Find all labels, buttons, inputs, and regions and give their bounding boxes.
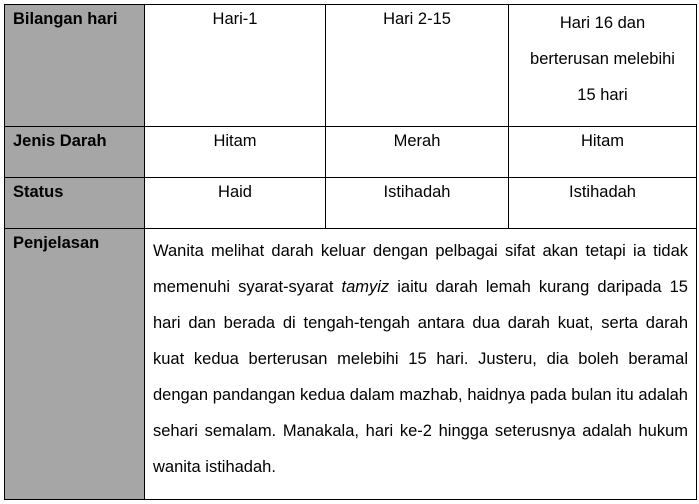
cell-blood-3: Hitam xyxy=(509,127,697,178)
cell-day-1: Hari-1 xyxy=(145,5,326,127)
explanation-text-before: Wanita melihat darah keluar dengan pelbagai sifat akan tetapi ia tidak memenuhi syarat-syarat xyxy=(153,242,688,296)
explanation-emphasis-term: tamyiz xyxy=(341,278,390,296)
cell-blood-2: Merah xyxy=(326,127,509,178)
row-label-days: Bilangan hari xyxy=(5,5,145,127)
table-row-status xyxy=(5,178,697,229)
cell-status-2: Istihadah xyxy=(326,178,509,229)
table-row-explanation xyxy=(5,229,697,500)
table-row-days xyxy=(5,5,697,127)
explanation-text xyxy=(145,229,697,500)
row-label-status: Status xyxy=(5,178,145,229)
cell-day-2-15: Hari 2-15 xyxy=(326,5,509,127)
cell-status-1: Haid xyxy=(145,178,326,229)
row-label-blood-type: Jenis Darah xyxy=(5,127,145,178)
explanation-text-after: iaitu darah lemah kurang daripada 15 hari dan berada di tengah-tengah antara dua darah kuat, serta darah kuat kedua berterusan melebihi 15 hari. Justeru, dia boleh beramal dengan pandangan kedua dalam mazhab, haidnya pada bulan itu adalah sehari semalam. Manakala, hari ke-2 hingga seterusnya adalah hukum wanita istihadah. xyxy=(153,278,688,476)
table-row-blood-type xyxy=(5,127,697,178)
cell-status-3: Istihadah xyxy=(509,178,697,229)
cell-blood-1: Hitam xyxy=(145,127,326,178)
cell-day-16-onward: Hari 16 dan berterusan melebihi 15 hari xyxy=(509,5,697,127)
blood-classification-table xyxy=(4,4,697,500)
row-label-explanation: Penjelasan xyxy=(5,229,145,500)
